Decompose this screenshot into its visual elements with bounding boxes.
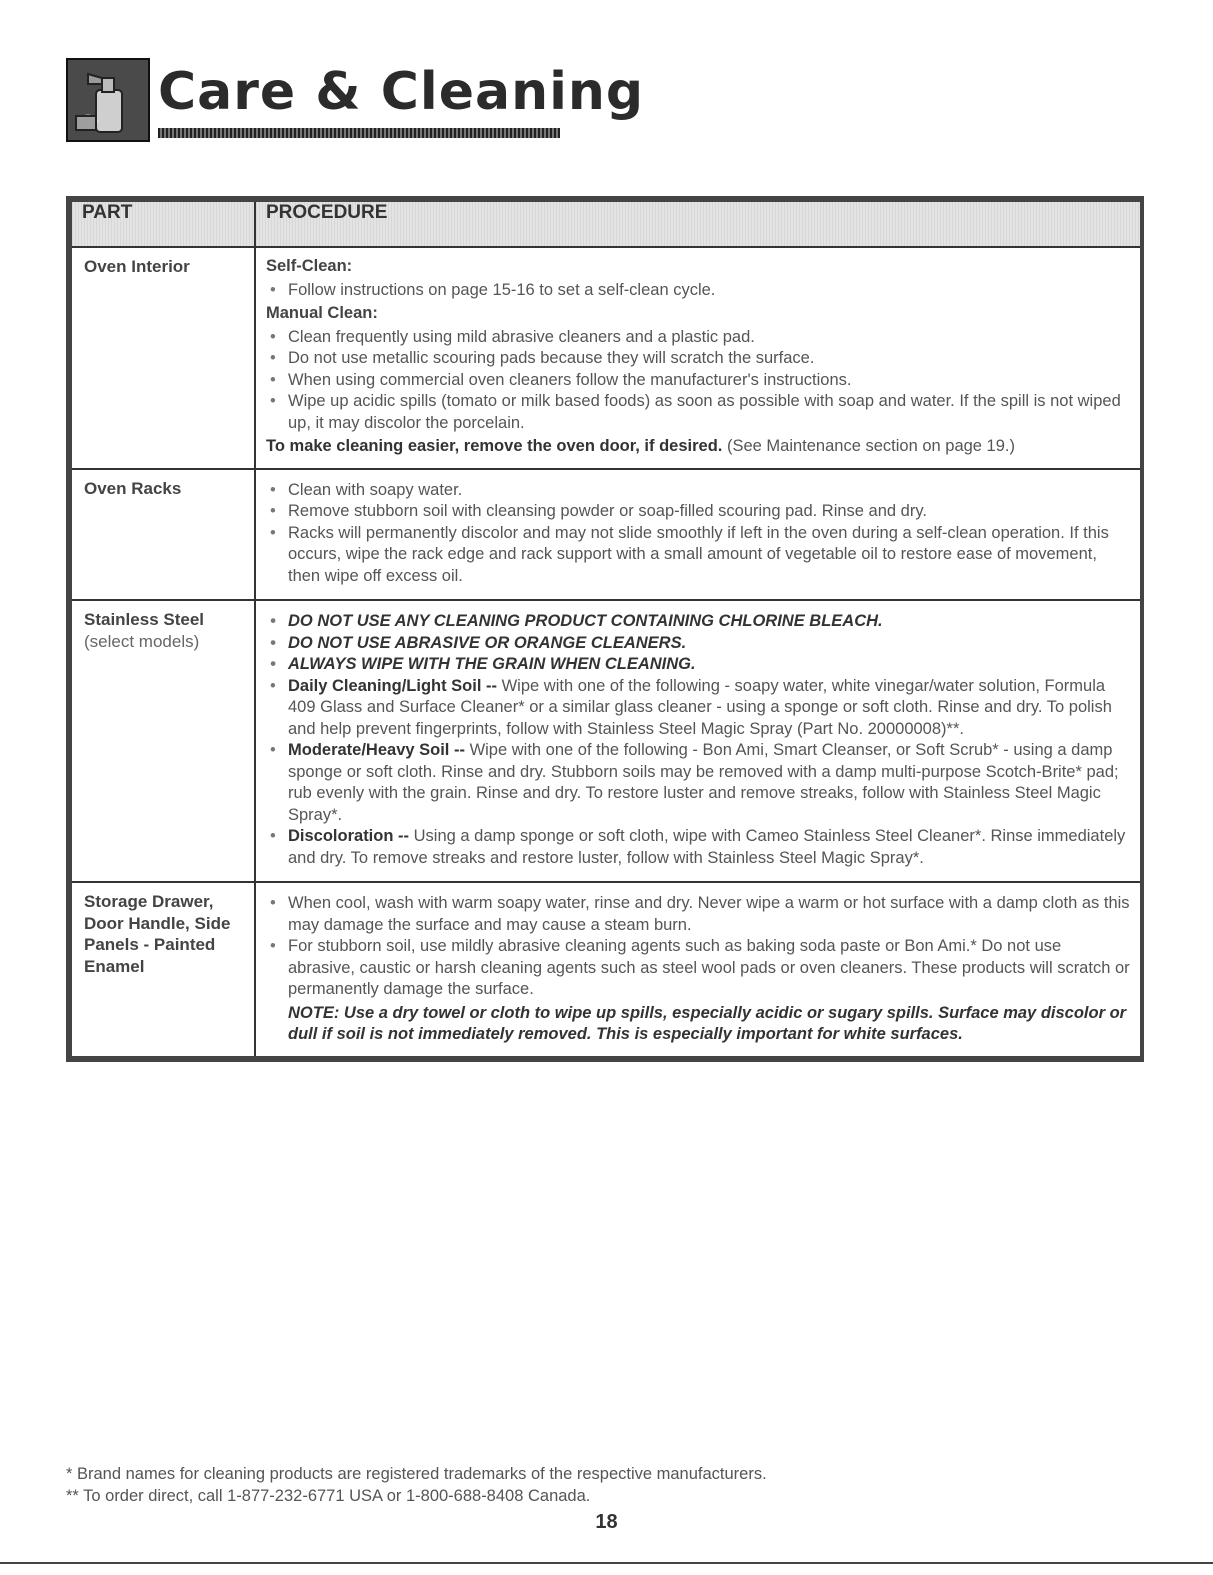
- list-item: • Remove stubborn soil with cleansing powder or soap-filled scouring pad. Rinse and dry.: [266, 501, 1130, 523]
- list-item: • Do not use metallic scouring pads because they will scratch the surface.: [266, 348, 1130, 370]
- procedure-cell: [255, 247, 1142, 469]
- page-title: Care & Cleaning: [158, 62, 645, 122]
- list-item: [266, 826, 1130, 869]
- list-item: • Follow instructions on page 15-16 to set a self-clean cycle.: [266, 280, 1130, 302]
- footnote-trademarks: * Brand names for cleaning products are registered trademarks of the respective manufacturers.: [66, 1465, 767, 1483]
- warning-item: • ALWAYS WIPE WITH THE GRAIN WHEN CLEANING.: [266, 654, 1130, 676]
- table-row-painted-enamel: [69, 882, 1142, 1059]
- bullet-list: [266, 327, 1130, 435]
- discoloration-label: Discoloration --: [288, 827, 410, 845]
- list-item: [266, 676, 1130, 741]
- table-header-row: [69, 199, 1142, 247]
- part-label: Oven Racks: [69, 469, 255, 601]
- list-item: • Racks will permanently discolor and may not slide smoothly if left in the oven during a self-clean operation. If this occurs, wipe the rack edge and rack support with a small amount of vegetable oil to restore ease of movement, then wipe off excess oil.: [266, 523, 1130, 588]
- footnote-order-direct: ** To order direct, call 1-877-232-6771 USA or 1-800-688-8408 Canada.: [66, 1487, 591, 1505]
- page-number: 18: [595, 1511, 618, 1533]
- procedure-cell: [255, 882, 1142, 1059]
- column-header-procedure: PROCEDURE: [255, 199, 1142, 247]
- bullet-list: [266, 893, 1130, 1001]
- subheading-manual-clean: Manual Clean:: [266, 304, 378, 322]
- part-name: Stainless Steel: [84, 610, 205, 629]
- title-underline: [158, 128, 560, 138]
- bottom-divider: [0, 1562, 1213, 1564]
- daily-cleaning-text: Wipe with one of the following - soapy water, white vinegar/water solution, Formula 409 Glass and Surface Cleaner* or a similar glass cleaner - using a sponge or soft cloth. Rinse and dry. To polish and help prevent fingerprints, follow with Stainless Steel Magic Spray (Part No. 20000008)**.: [288, 676, 1112, 738]
- list-item: • For stubborn soil, use mildly abrasive cleaning agents such as baking soda paste or Bon Ami.* Do not use abrasive, caustic or harsh cleaning agents such as steel wool pads or oven cleaners. These products will scratch or permanently damage the surface.: [266, 936, 1130, 1001]
- footnotes: [66, 1463, 767, 1507]
- bullet-list: [266, 611, 1130, 869]
- table-row-oven-racks: [69, 469, 1142, 601]
- list-item: • When cool, wash with warm soapy water, rinse and dry. Never wipe a warm or hot surface with a damp cloth as this may damage the surface and may cause a steam burn.: [266, 893, 1130, 936]
- part-label: Oven Interior: [69, 247, 255, 469]
- page-header: [66, 50, 645, 150]
- procedure-cell: [255, 469, 1142, 601]
- bullet-list: [266, 480, 1130, 588]
- discoloration-text: Using a damp sponge or soft cloth, wipe with Cameo Stainless Steel Cleaner*. Rinse immediately and dry. To remove streaks and restore luster, follow with Stainless Steel Magic Spray*.: [288, 827, 1126, 867]
- door-removal-note: [266, 436, 1130, 458]
- part-label: Storage Drawer, Door Handle, Side Panels - Painted Enamel: [69, 882, 255, 1059]
- list-item: [266, 740, 1130, 826]
- door-removal-reference: (See Maintenance section on page 19.): [726, 437, 1015, 455]
- list-item: • Wipe up acidic spills (tomato or milk based foods) as soon as possible with soap and water. If the spill is not wiped up, it may discolor the porcelain.: [266, 391, 1130, 434]
- column-header-part: PART: [69, 199, 255, 247]
- list-item: • Clean with soapy water.: [266, 480, 1130, 502]
- care-table: [66, 196, 1144, 1062]
- procedure-cell: [255, 600, 1142, 882]
- door-removal-bold: To make cleaning easier, remove the oven door, if desired.: [266, 437, 723, 455]
- spray-bottle-icon: [66, 58, 150, 142]
- list-item: • Clean frequently using mild abrasive cleaners and a plastic pad.: [266, 327, 1130, 349]
- enamel-note: NOTE: Use a dry towel or cloth to wipe up spills, especially acidic or sugary spills. Surface may discolor or dull if soil is not immediately removed. This is especially important for white surfaces.: [288, 1003, 1127, 1043]
- table-row-stainless-steel: [69, 600, 1142, 882]
- heavy-soil-label: Moderate/Heavy Soil --: [288, 741, 465, 759]
- warning-item: • DO NOT USE ABRASIVE OR ORANGE CLEANERS.: [266, 633, 1130, 655]
- subheading-self-clean: Self-Clean:: [266, 257, 353, 275]
- daily-cleaning-label: Daily Cleaning/Light Soil --: [288, 676, 498, 695]
- list-item: • When using commercial oven cleaners follow the manufacturer's instructions.: [266, 370, 1130, 392]
- part-qualifier: (select models): [84, 631, 200, 651]
- heavy-soil-text: Wipe with one of the following - Bon Ami, Smart Cleanser, or Soft Scrub* - using a damp sponge or soft cloth. Rinse and dry. Stubborn soils may be removed with a damp multi-purpose Scotch-Brite* pad; rub evenly with the grain. Rinse and dry. To restore luster and remove streaks, follow with Stainless Steel Magic Spray*.: [288, 741, 1119, 824]
- part-label: [69, 600, 255, 882]
- table-row-oven-interior: [69, 247, 1142, 469]
- bullet-list: [266, 280, 1130, 302]
- warning-item: • DO NOT USE ANY CLEANING PRODUCT CONTAINING CHLORINE BLEACH.: [266, 611, 1130, 633]
